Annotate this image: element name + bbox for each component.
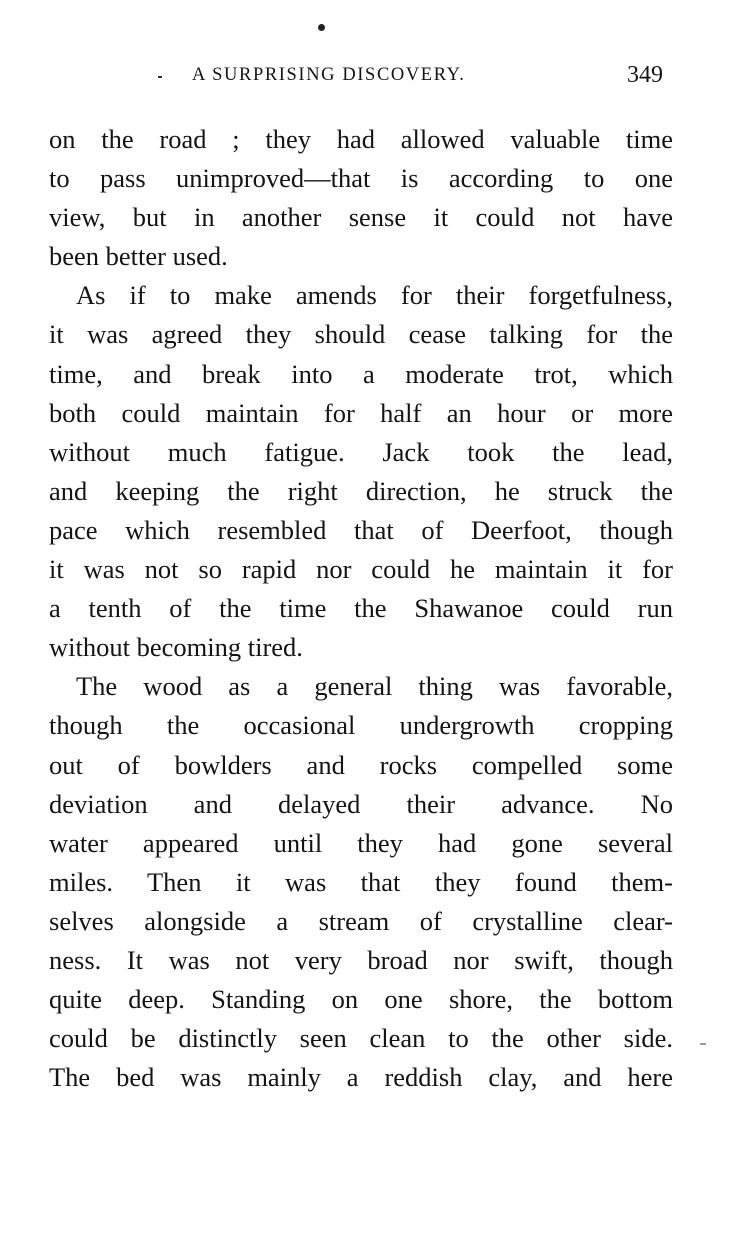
text-line: As if to make amends for their forgetfulness, [76,280,673,311]
printing-speck [318,24,325,31]
text-line: view, but in another sense it could not have [49,202,673,233]
text-line: without becoming tired. [49,632,303,663]
text-line: and keeping the right direction, he struck the [49,475,673,506]
margin-mark [700,1043,706,1045]
page-number: 349 [627,62,663,88]
paragraph-3 [49,667,673,1097]
text-line: though the occasional undergrowth cropping [49,710,673,741]
text-line: selves alongside a stream of crystalline clear- [49,905,673,936]
text-line: could be distinctly seen clean to the other side. [49,1023,673,1054]
text-line: both could maintain for half an hour or more [49,397,673,428]
text-line: been better used. [49,241,228,272]
text-line: The wood as a general thing was favorable, [76,671,673,702]
text-line: it was not so rapid nor could he maintain it for [49,554,673,585]
text-line: it was agreed they should cease talking for the [49,319,673,350]
running-head [0,60,736,90]
text-line: miles. Then it was that they found them- [49,866,673,897]
text-line: without much fatigue. Jack took the lead, [49,436,673,467]
running-title: A SURPRISING DISCOVERY. [192,65,466,85]
text-line: ness. It was not very broad nor swift, though [49,944,673,975]
text-line: out of bowlders and rocks compelled some [49,749,673,780]
text-line: pace which resembled that of Deerfoot, though [49,514,673,545]
text-line: water appeared until they had gone several [49,827,673,858]
paragraph-1 [49,120,673,276]
text-line: deviation and delayed their advance. No [49,788,673,819]
body-text [49,120,673,1097]
text-line: a tenth of the time the Shawanoe could run [49,593,673,624]
text-line: The bed was mainly a reddish clay, and here [49,1062,673,1093]
text-line: time, and break into a moderate trot, which [49,358,673,389]
text-line: to pass unimproved—that is according to one [49,163,673,194]
text-line: on the road ; they had allowed valuable time [49,124,673,154]
text-line: quite deep. Standing on one shore, the bottom [49,984,673,1015]
paragraph-2 [49,276,673,667]
